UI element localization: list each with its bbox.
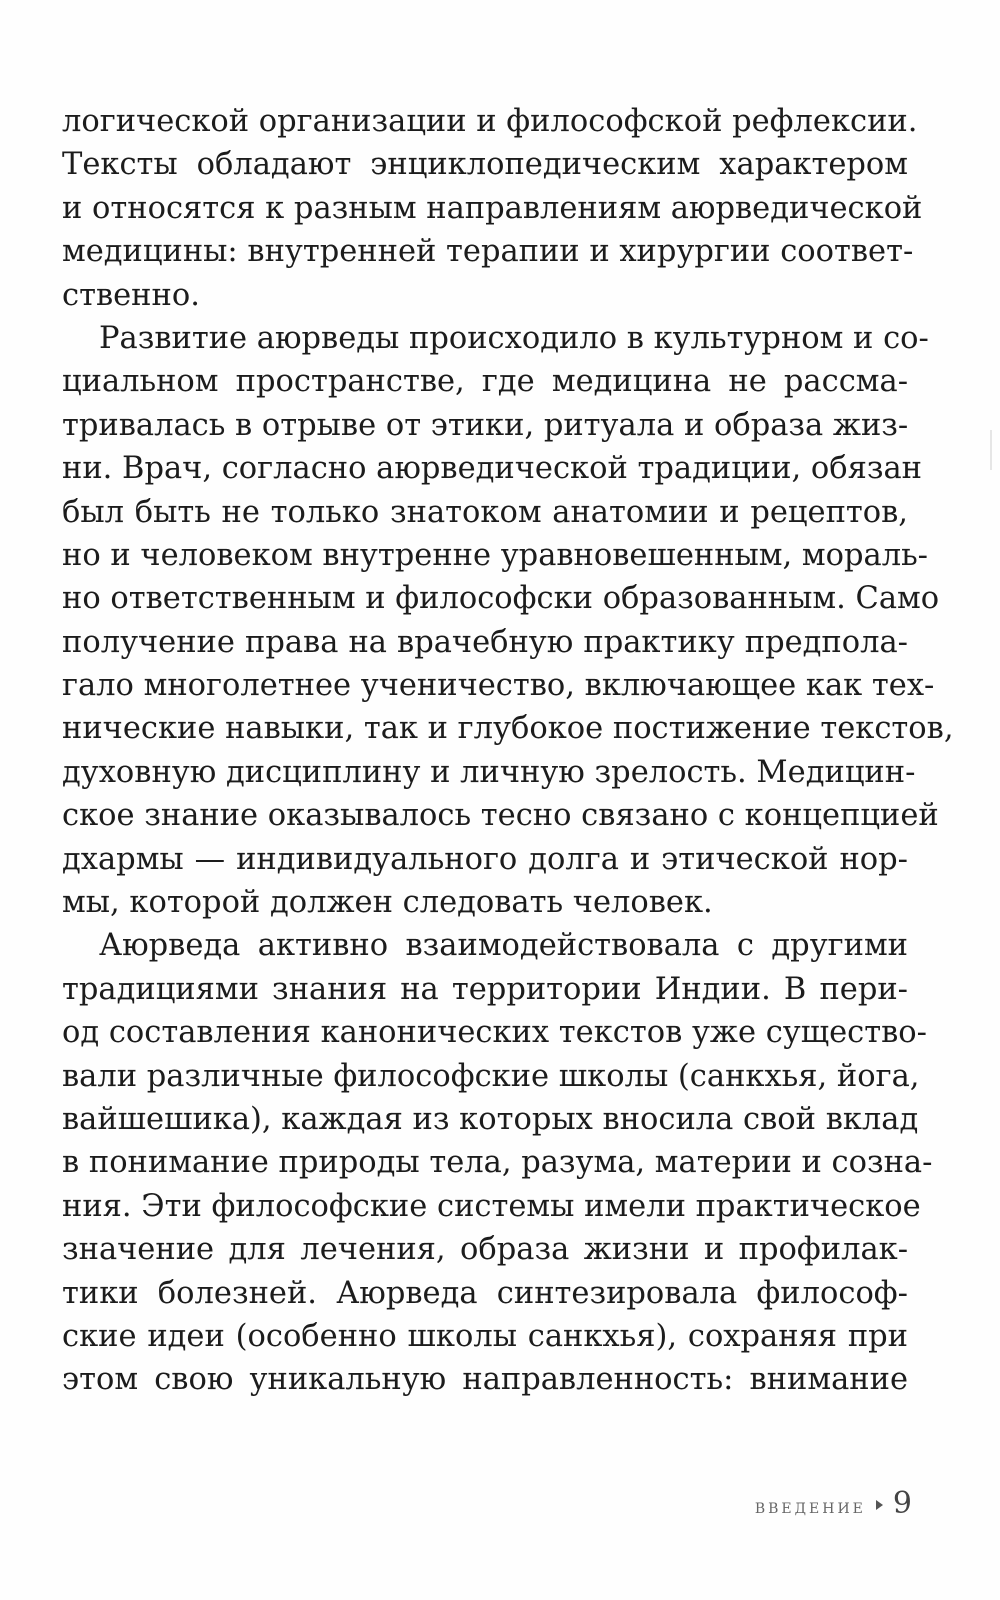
text-line: ское знание оказывалось тесно связано с концепцией xyxy=(62,798,939,834)
paragraph-3 xyxy=(62,924,933,1401)
text-line: был быть не только знатоком анатомии и рецептов, xyxy=(62,494,908,530)
text-line: циальном пространстве, где медицина не рассма- xyxy=(62,364,908,400)
paragraph-1 xyxy=(62,100,923,317)
text-line: но ответственным и философски образованным. Само xyxy=(62,581,940,617)
text-line: Тексты обладают энциклопедическим характером xyxy=(62,147,908,183)
text-line: тики болезней. Аюрведа синтезировала философ- xyxy=(62,1275,908,1311)
running-head: введение xyxy=(754,1494,866,1518)
text-line: ские идеи (особенно школы санкхья), сохраняя при xyxy=(62,1318,908,1354)
text-line: од составления канонических текстов уже существо- xyxy=(62,1015,927,1051)
text-line: дхармы — индивидуального долга и этической нор- xyxy=(62,841,908,877)
text-line: значение для лечения, образа жизни и профилак- xyxy=(62,1232,908,1268)
page-footer xyxy=(755,1486,912,1521)
body-text xyxy=(62,100,954,1402)
triangle-right-icon xyxy=(876,1500,883,1510)
text-line: но и человеком внутренне уравновешенным, мораль- xyxy=(62,537,928,573)
page-number: 9 xyxy=(892,1486,912,1521)
text-line: Развитие аюрведы происходило в культурном и со- xyxy=(99,320,929,356)
text-line: этом свою уникальную направленность: внимание xyxy=(62,1362,908,1398)
paragraph-2 xyxy=(62,317,954,924)
paper-mark xyxy=(990,430,992,470)
text-line: ния. Эти философские системы имели практическое xyxy=(62,1188,921,1224)
text-line: вайшешика), каждая из которых вносила свой вклад xyxy=(62,1101,919,1137)
text-line: Аюрведа активно взаимодействовала с другими xyxy=(99,928,908,964)
text-line: ни. Врач, согласно аюрведической традиции, обязан xyxy=(62,451,922,487)
text-line: ственно. xyxy=(62,277,200,313)
text-line: медицины: внутренней терапии и хирургии соответ- xyxy=(62,234,914,270)
text-line: духовную дисциплину и личную зрелость. Медицин- xyxy=(62,754,916,790)
text-line: в понимание природы тела, разума, материи и созна- xyxy=(62,1145,933,1181)
text-line: вали различные философские школы (санкхья, йога, xyxy=(62,1058,920,1094)
text-line: нические навыки, так и глубокое постижение текстов, xyxy=(62,711,954,747)
text-line: и относятся к разным направлениям аюрведической xyxy=(62,190,923,226)
text-line: получение права на врачебную практику предпола- xyxy=(62,624,908,660)
text-line: мы, которой должен следовать человек. xyxy=(62,885,713,921)
text-line: гало многолетнее ученичество, включающее как тех- xyxy=(62,668,935,704)
text-line: тривалась в отрыве от этики, ритуала и образа жиз- xyxy=(62,407,909,443)
text-line: логической организации и философской рефлексии. xyxy=(62,104,918,139)
text-line: традициями знания на территории Индии. В пери- xyxy=(62,971,908,1007)
